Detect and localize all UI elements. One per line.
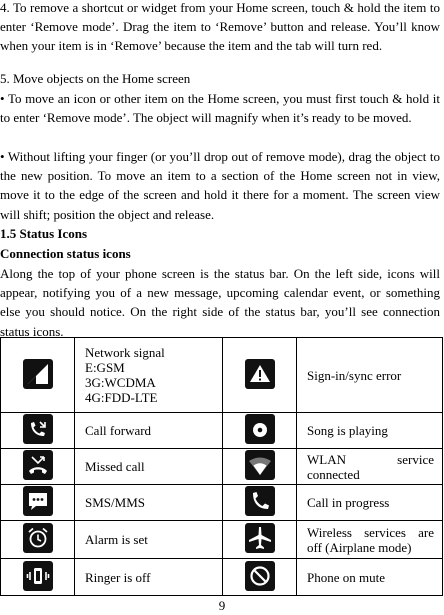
status-bar-intro: Along the top of your phone screen is the status bar. On the left side, icons will appear, notifying you of a new message, upcoming calendar event, or something else you should notice. On the right side of the status bar, you’ll see connection status icons. [0, 266, 440, 339]
network-lte-label: 4G:FDD-LTE [85, 390, 158, 405]
table-cell-label [297, 521, 443, 559]
table-row [1, 338, 443, 413]
network-gsm-label: E:GSM [85, 360, 125, 375]
status-icons-table [0, 337, 443, 596]
table-cell-icon [1, 521, 75, 559]
subsection-title: Connection status icons [0, 246, 131, 261]
table-cell-label: Song is playing [297, 413, 443, 449]
table-row [1, 449, 443, 485]
mute-icon [245, 561, 275, 594]
table-cell-label: Alarm is set [75, 521, 223, 559]
table-cell-icon [1, 449, 75, 485]
network-wcdma-label: 3G:WCDMA [85, 375, 156, 390]
table-row [1, 485, 443, 521]
table-cell-label [297, 449, 443, 485]
table-cell-icon [1, 338, 75, 413]
airplane-label: Wireless services are off (Airplane mode) [307, 524, 434, 555]
table-cell-icon [223, 449, 297, 485]
section-title: 1.5 Status Icons [0, 226, 88, 241]
table-cell-label: SMS/MMS [75, 485, 223, 521]
table-cell-icon [223, 521, 297, 559]
missed-call-icon [23, 450, 53, 483]
page-number: 9 [218, 598, 226, 613]
table-row [1, 521, 443, 559]
call-in-progress-icon [245, 486, 275, 519]
song-playing-icon [245, 414, 275, 447]
table-cell-icon [1, 485, 75, 521]
table-cell-label: Missed call [75, 449, 223, 485]
table-cell-icon [223, 559, 297, 596]
network-signal-icon [23, 359, 53, 392]
table-cell-label: Sign-in/sync error [297, 338, 443, 413]
table-cell-icon [1, 559, 75, 596]
table-cell-label: Call in progress [297, 485, 443, 521]
table-cell-icon [223, 413, 297, 449]
paragraph-move-icon: • To move an icon or other item on the Home screen, you must first touch & hold it to enter ‘Remove mode’. The object will magnify when it’s ready to be moved. [0, 91, 440, 126]
ringer-off-icon [23, 561, 53, 594]
call-forward-icon [23, 414, 53, 447]
wlan-label: WLAN service connected [307, 451, 434, 482]
alarm-icon [23, 523, 53, 556]
table-cell-label: Call forward [75, 413, 223, 449]
table-row [1, 559, 443, 596]
paragraph-drag-object: • Without lifting your finger (or you’ll drop out of remove mode), drag the object to the new position. To move an item to a section of the Home screen not in view, move it to the edge of the screen and hold it there for a moment. The screen view will shift; position the object and release. [0, 149, 440, 222]
wlan-icon [245, 450, 275, 483]
table-cell-label: Phone on mute [297, 559, 443, 596]
sync-error-icon [245, 359, 275, 392]
network-signal-label: Network signal [85, 345, 165, 360]
table-cell-icon [223, 338, 297, 413]
table-cell-label [75, 338, 223, 413]
paragraph-remove-shortcut: 4. To remove a shortcut or widget from your Home screen, touch & hold the item to enter ‘Remove mode’. Drag the item to ‘Remove’ button and release. You’ll know when your item is in ‘Remove’ because the item and the tab will turn red. [0, 0, 440, 54]
paragraph-move-objects-heading: 5. Move objects on the Home screen [0, 71, 191, 86]
table-cell-icon [1, 413, 75, 449]
table-cell-label: Ringer is off [75, 559, 223, 596]
sms-mms-icon [23, 486, 53, 519]
table-cell-icon [223, 485, 297, 521]
airplane-icon [245, 523, 275, 556]
table-row [1, 413, 443, 449]
